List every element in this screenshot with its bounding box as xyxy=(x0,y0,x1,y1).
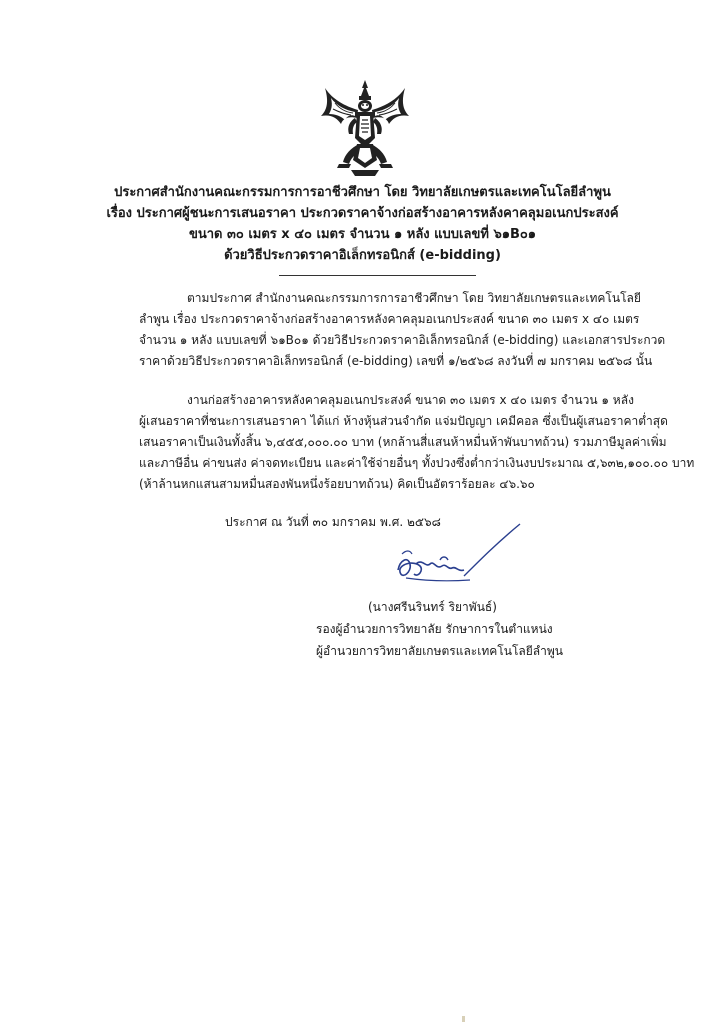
para2-line-3: เสนอราคาเป็นเงินทั้งสิ้น ๖,๔๕๕,๐๐๐.๐๐ บาท (หกล้านสี่แสนห้าหมื่นห้าพันบาทถ้วน) รวมภาษีมูลค่าเพิ่ม xyxy=(139,435,667,449)
handwritten-signature xyxy=(380,520,530,600)
heading-line-3: ขนาด ๓๐ เมตร x ๔๐ เมตร จำนวน ๑ หลัง แบบเลขที่ ๖๑B๐๑ xyxy=(188,227,537,242)
para1-line-4: ราคาด้วยวิธีประกวดราคาอิเล็กทรอนิกส์ (e-bidding) เลขที่ ๑/๒๕๖๘ ลงวันที่ ๗ มกราคม ๒๕๖๘ นั้น xyxy=(139,354,653,368)
heading-line-4: ด้วยวิธีประกวดราคาอิเล็กทรอนิกส์ (e-bidding) xyxy=(224,248,501,263)
signer-position-2: ผู้อำนวยการวิทยาลัยเกษตรและเทคโนโลยีลำพูน xyxy=(316,644,563,658)
para2-line-1: งานก่อสร้างอาคารหลังคาคลุมอเนกประสงค์ ขนาด ๓๐ เมตร x ๔๐ เมตร จำนวน ๑ หลัง xyxy=(187,393,634,407)
announcement-date: ประกาศ ณ วันที่ ๓๐ มกราคม พ.ศ. ๒๕๖๘ xyxy=(225,515,441,529)
garuda-emblem-icon xyxy=(315,78,415,182)
body-paragraph-1 xyxy=(139,288,666,372)
para2-line-2: ผู้เสนอราคาที่ชนะการเสนอราคา ได้แก่ ห้างหุ้นส่วนจำกัด แจ่มปัญญา เคมีคอล ซึ่งเป็นผู้เสนอราคาต่ำสุด xyxy=(139,414,668,428)
body-paragraph-2 xyxy=(139,390,695,495)
heading-line-2: เรื่อง ประกาศผู้ชนะการเสนอราคา ประกวดราคาจ้างก่อสร้างอาคารหลังคาคลุมอเนกประสงค์ xyxy=(106,206,619,221)
heading-divider xyxy=(279,275,476,276)
para1-line-1: ตามประกาศ สำนักงานคณะกรรมการการอาชีวศึกษา โดย วิทยาลัยเกษตรและเทคโนโลยี xyxy=(187,291,641,305)
scan-speck xyxy=(462,1016,465,1022)
signer-block xyxy=(300,596,600,662)
para1-line-3: จำนวน ๑ หลัง แบบเลขที่ ๖๑B๐๑ ด้วยวิธีประกวดราคาอิเล็กทรอนิกส์ (e-bidding) และเอกสารประกวด xyxy=(139,333,666,347)
para2-line-5: (ห้าล้านหกแสนสามหมื่นสองพันหนึ่งร้อยบาทถ้วน) คิดเป็นอัตราร้อยละ ๔๖.๖๐ xyxy=(139,477,535,491)
signer-name: (นางศรีนรินทร์ ริยาพันธ์) xyxy=(368,600,497,614)
heading-line-1: ประกาศสำนักงานคณะกรรมการการอาชีวศึกษา โดย วิทยาลัยเกษตรและเทคโนโลยีลำพูน xyxy=(114,185,611,200)
announcement-heading xyxy=(80,182,645,266)
para2-line-4: และภาษีอื่น ค่าขนส่ง ค่าจดทะเบียน และค่าใช้จ่ายอื่นๆ ทั้งปวงซึ่งต่ำกว่าเงินงบประมาณ ๕,๖๓๒,๑๐๐.๐๐ บาท xyxy=(139,456,695,470)
para1-line-2: ลำพูน เรื่อง ประกวดราคาจ้างก่อสร้างอาคารหลังคาคลุมอเนกประสงค์ ขนาด ๓๐ เมตร x ๔๐ เมตร xyxy=(139,312,640,326)
signer-position-1: รองผู้อำนวยการวิทยาลัย รักษาการในตำแหน่ง xyxy=(316,622,553,636)
